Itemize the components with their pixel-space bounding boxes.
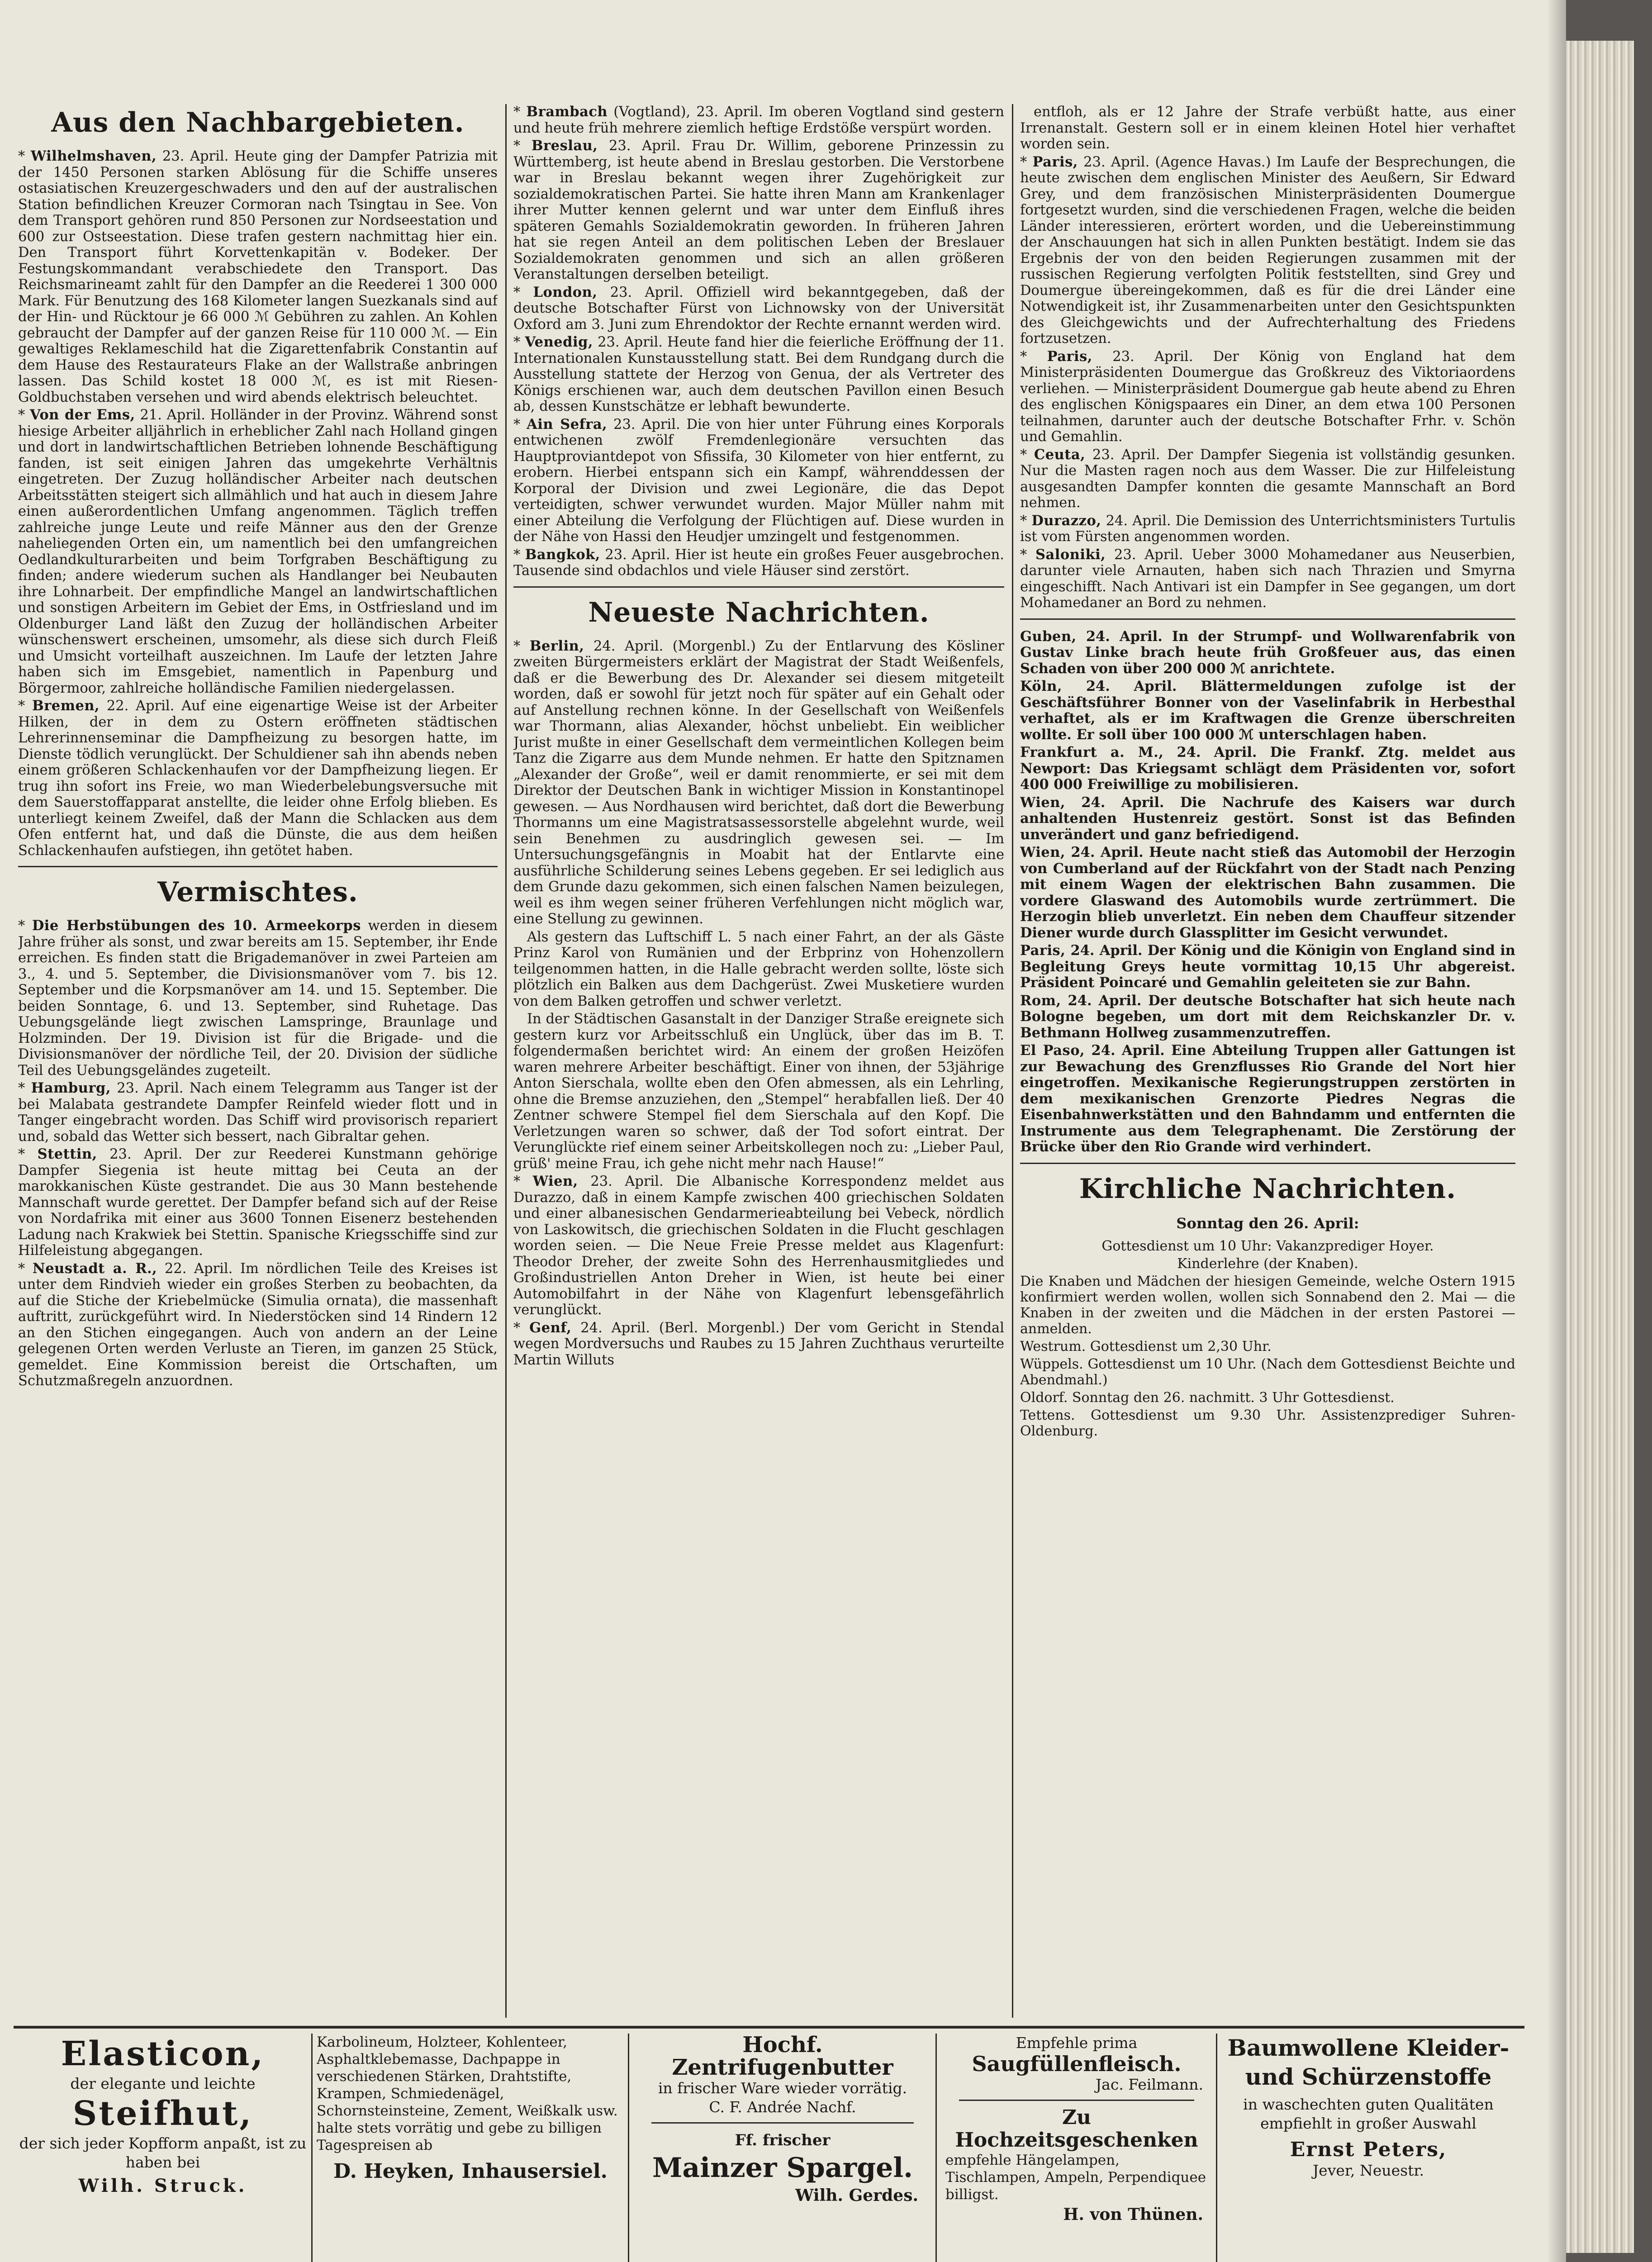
news-item [1020, 845, 1515, 941]
news-item [1020, 943, 1515, 991]
news-place: Berlin, [529, 637, 584, 654]
news-item: * Von der Ems, 21. April. Holländer in der Provinz. Während sonst hiesige Arbeiter alljährlich in erheblicher Zahl nach Holland gingen und dort in landwirtschaftlichen Betrieben lohnende Beschäftigung fanden, ist seit einigen Jahren das umgekehrte Verhältnis eingetreten. Der Zuzug holländischer Arbeiter nach deutschen Arbeitsstätten steigert sich allmählich und hat auch in diesem Jahre einen außerordentlichen Umfang angenommen. Täglich treffen zahlreiche junge Leute und reife Männer aus den der Grenze naheliegenden Orten ein, um namentlich bei den umfangreichen Oedlandkulturarbeiten und beim Torfgraben Beschäftigung zu finden; andere wiederum suchen als Handlanger bei Neubauten ihre Lohnarbeit. Der empfindliche Mangel an landwirtschaftlichen und sonstigen Arbeitern im Gebiet der Ems, in Ostfriesland und im Oldenburger Land läßt den Zuzug der holländischen Arbeiter wünschenswert erscheinen, umsomehr, als diese sich durch Fleiß und Umsicht vorteilhaft auszeichnen. Im Laufe der letzten Jahre haben sich im Emsgebiet, namentlich in Papenburg und Börgermoor, zahlreiche holländische Familien niedergelassen. [18, 407, 498, 696]
kirche-date: Sonntag den 26. April: [1176, 1214, 1359, 1232]
news-place: Wien, [1020, 794, 1066, 811]
news-item: * Stettin, 23. April. Der zur Reederei Kunstmann gehörige Dampfer Siegenia ist heute mittag bei Ceuta an der marokkanischen Küste gestrandet. Die aus 30 Mann bestehende Mannschaft wurde gerettet. Der Dampfer befand sich auf der Reise von Nordafrika mit einer aus 3600 Tonnen Eisenerz bestehenden Ladung nach Krakwiek bei Stettin. Spanische Kriegsschiffe sind zur Hilfeleistung abgegangen. [18, 1146, 498, 1259]
right-column [1020, 104, 1515, 2018]
news-text: 23. April. Offiziell wird bekanntgegeben, daß der deutsche Botschafter Fürst von Lichnowsky von der Universität Oxford am 3. Juni zum Ehrendoktor der Rechte ernannt werden wird. [513, 284, 1004, 333]
ad-merchant: H. von Thünen. [1063, 2205, 1203, 2224]
kirche-line: Oldorf. Sonntag den 26. nachmitt. 3 Uhr Gottesdienst. [1020, 1389, 1395, 1406]
page-shadow [1547, 0, 1566, 2262]
news-place: Saloniki, [1035, 546, 1106, 563]
news-text: 23. April. Hier ist heute ein großes Feuer ausgebrochen. Tausende sind obdachlos und viele Häuser sind zerstört. [513, 546, 1004, 579]
news-text: Als gestern das Luftschiff L. 5 nach einer Fahrt, an der als Gäste Prinz Karol von Rumänien und der Erbprinz von Hohenzollern teilgenommen hatten, in die Halle gebracht werden sollte, löste sich plötzlich ein Balken aus dem Dachgerüst. Zwei Musketiere wurden von dem Balken getroffen und schwer verletzt. [513, 929, 1004, 1009]
ad-text: Karbolineum, Holzteer, Kohlenteer, Asphaltklebemasse, Dachpappe in verschiedenen Stärken, Drahtstifte, Krampen, Schmiedenägel, Schornsteinsteine, Zement, Weißkalk usw. halte stets vorrätig und gebe zu billigen Tagespreisen ab [317, 2034, 618, 2153]
telegram-news-list [1020, 629, 1515, 1155]
ad-headline: Zu Hochzeitsgeschenken [955, 2106, 1198, 2152]
ad-text: der elegante und leichte [70, 2075, 256, 2092]
ad-fleisch-lampen [941, 2034, 1212, 2262]
kirche-list [1020, 1238, 1515, 1439]
news-item: * Durazzo, 24. April. Die Demission des Unterrichtsministers Turtulis ist vom Fürsten angenommen worden. [1020, 512, 1515, 545]
news-text: 24. April. Heute nacht stieß das Automobil der Herzogin von Cumberland auf der Rückfahrt von der Stadt nach Penzing mit einem Wagen der elektrischen Bahn zusammen. Die vordere Glaswand des Automobils wurde zertrümmert. Die Herzogin blieb unverletzt. Ein neben dem Chauffeur sitzender Diener wurde durch Glassplitter im Gesicht verwundet. [1020, 844, 1515, 941]
ad-merchant: D. Heyken, Inhausersiel. [333, 2160, 608, 2183]
ad-divider [935, 2034, 937, 2262]
news-place: Neustadt a. R., [32, 1260, 157, 1277]
news-item: * Neustadt a. R., 22. April. Im nördlichen Teile des Kreises ist unter dem Rindvieh wieder ein großes Sterben zu beobachten, da auf die Stiche der Kriebelmücke (Simulia ornata), die massenhaft auftritt, zurückgeführt wird. In Niederstöcken sind 14 Rindern 12 an den Stichen eingegangen. Auch von andern an der Leine gelegenen Orten werden Verluste an Tieren, im ganzen 25 Stück, gemeldet. Eine Kommission bereist die Ortschaften, um Schutzmaßregeln anzuordnen. [18, 1260, 498, 1389]
news-item: * Ceuta, 23. April. Der Dampfer Siegenia ist vollständig gesunken. Nur die Masten ragen noch aus dem Wasser. Die zur Hilfeleistung ausgesandten Dampfer konnten die gesamte Mannschaft an Bord nehmen. [1020, 446, 1515, 511]
ad-text: Empfehle prima [1016, 2034, 1138, 2052]
ad-text: der sich jeder Kopfform anpaßt, ist zu haben bei [19, 2134, 307, 2171]
ad-divider [1216, 2034, 1217, 2262]
middle-column [513, 104, 1004, 2018]
ad-headline: Elasticon, [61, 2034, 265, 2073]
news-place: Paris, [1047, 348, 1092, 365]
news-text: 24. April. Eine Abteilung Truppen aller Gattungen ist zur Bewachung des Grenzflusses Rio Grande del Nort hier eingetroffen. Mexikanische Regierungstruppen zerstörten in dem mexikanischen Grenzorte Piedres Negras die Eisenbahnwerkstätten und den Bahndamm und entfernten die Instrumente aus dem Telegraphenamt. Die Zerstörung der Brücke über den Rio Grande wird verhindert. [1020, 1042, 1515, 1155]
news-place: Hamburg, [31, 1080, 111, 1096]
news-item [1020, 745, 1515, 793]
ad-headline: Mainzer Spargel. [652, 2152, 913, 2184]
news-text: 21. April. Holländer in der Provinz. Während sonst hiesige Arbeiter alljährlich in erheblicher Zahl nach Holland gingen und dort in landwirtschaftlichen Betrieben lohnende Beschäftigung fanden, ist seit einigen Jahren das umgekehrte Verhältnis eingetreten. Der Zuzug holländischer Arbeiter nach deutschen Arbeitsstätten steigert sich allmählich und hat auch in diesem Jahre einen außerordentlichen Umfang angenommen. Täglich treffen zahlreiche junge Leute und reife Männer aus den der Grenze naheliegenden Orten ein, um namentlich bei den umfangreichen Oedlandkulturarbeiten und beim Torfgraben Beschäftigung zu finden; andere wiederum suchen als Handlanger bei Neubauten ihre Lohnarbeit. Der empfindliche Mangel an landwirtschaftlichen und sonstigen Arbeitern im Gebiet der Ems, in Ostfriesland und im Oldenburger Land läßt den Zuzug der holländischen Arbeiter wünschenswert erscheinen, umsomehr, als diese sich durch Fleiß und Umsicht vorteilhaft auszeichnen. Im Laufe der letzten Jahre haben sich im Emsgebiet, namentlich in Papenburg und Börgermoor, zahlreiche holländische Familien niedergelassen. [18, 407, 498, 696]
news-text: werden in diesem Jahre früher als sonst, und zwar bereits am 15. September, ihr Ende erreichen. Es finden statt die Brigademanöver in zwei Parteien am 3., 4. und 5. September, die Divisionsmanöver vom 7. bis 12. September und die Korpsmanöver am 14. und 15. September. Die beiden Sonntage, 6. und 13. September, sind Ruhetage. Das Uebungsgelände liegt zwischen Lamspringe, Braunlage und Holzminden. Der 19. Division ist für die Brigade- und die Divisionsmanöver der nördliche Teil, der 20. Division der südliche Teil des Uebungsgeländes zugeteilt. [18, 918, 498, 1079]
ad-merchant: Jac. Feilmann. [1095, 2076, 1203, 2093]
ad-headline: Saugfüllenfleisch. [972, 2052, 1182, 2076]
news-text: entfloh, als er 12 Jahre der Strafe verbüßt hatte, aus einer Irrenanstalt. Gestern soll er in einem kleinen Hotel hier verhaftet worden sein. [1020, 104, 1515, 152]
news-item: * Bremen, 22. April. Auf eine eigenartige Weise ist der Arbeiter Hilken, der in dem zu Ostern eröffneten städtischen Lehrerinnenseminar die Dampfheizung zu besorgen hatte, im Dienste tödlich verunglückt. Der Schuldiener sah ihn abends neben einem größeren Schlackenhaufen vor der Dampfheizung liegen. Er trug ihn sofort ins Freie, wo man Wiederbelebungsversuche mit dem Sauerstoffapparat anstellte, die leider ohne Erfolg blieben. Es unterliegt keinem Zweifel, daß der Mann die Schlacken aus dem Ofen entfernt hat, und daß die Dünste, die aus dem heißen Schlackenhaufen aufstiegen, ihn getötet haben. [18, 698, 498, 859]
news-item: * Paris, 23. April. Der König von England hat dem Ministerpräsidenten Doumergue das Großkreuz des Viktoriaordens verliehen. — Ministerpräsident Doumergue gab heute abend zu Ehren des englischen Königspaares ein Diner, an dem etwa 100 Personen teilnahmen, darunter auch der deutsche Botschafter Frhr. v. Schön und Gemahlin. [1020, 348, 1515, 445]
news-text: 23. April. Frau Dr. Willim, geborene Prinzessin zu Württemberg, ist heute abend in Breslau gestorben. Die Verstorbene war in Breslau bekannt wegen ihrer Zugehörigkeit zur sozialdemokratischen Partei. Sie hatte ihren Mann am Krankenlager ihrer Mutter kennen gelernt und war unter dem Einfluß ihres späteren Gemahls Sozialdemokratin geworden. In früheren Jahren hat sie regen Anteil an dem politischen Leben der Breslauer Sozialdemokraten genommen und sich an allen größeren Veranstaltungen derselben beteiligt. [513, 138, 1004, 282]
section-title-neueste-nachrichten: Neueste Nachrichten. [588, 596, 930, 628]
middle-news-list [513, 104, 1004, 579]
ad-elasticon [18, 2034, 308, 2262]
news-item: * Ain Sefra, 23. April. Die von hier unter Führung eines Korporals entwichenen zwölf Fremdenlegionäre versuchten das Hauptproviantdepot von Sfissifa, 30 Kilometer von hier entfernt, zu erobern. Hierbei entspann sich ein Kampf, währenddessen der Korporal der Division und zwei Legionäre, die das Depot verteidigten, schwer verwundet wurden. Major Müller nahm mit einer Abteilung die Verfolgung der Flüchtigen auf. Diese wurden in der Nähe von Hassi den Heudjer umzingelt und festgenommen. [513, 416, 1004, 545]
news-place: Von der Ems, [29, 407, 135, 423]
news-place: Wien, [532, 1173, 578, 1189]
ad-butter-spargel [633, 2034, 932, 2262]
news-item: * Genf, 24. April. (Berl. Morgenbl.) Der vom Gericht in Stendal wegen Mordversuchs und Raubes zu 15 Jahren Zuchthaus verurteilte Martin Willuts [513, 1319, 1004, 1368]
news-item: * Berlin, 24. April. (Morgenbl.) Zu der Entlarvung des Kösliner zweiten Bürgermeisters erklärt der Magistrat der Stadt Weißenfels, daß er die Bewerbung des Dr. Alexander sei diesem mitgeteilt worden, daß er sowohl für jetzt noch für später auf ein Gehalt oder auf Anstellung rechnen könne. In der Gesellschaft von Weißenfels war Thormann, alias Alexander, höchst unbeliebt. Ein weiblicher Jurist mußte in einer Gesellschaft dem vermeintlichen Kollegen beim Tanz die Zigarre aus dem Munde nehmen. Er hatte den Spitznamen „Alexander der Große“, weil er damit renommierte, er sei mit dem Direktor der Deutschen Bank in wichtiger Mission in Konstantinopel gewesen. — Aus Nordhausen wird berichtet, daß dort die Bewerbung Thormanns um eine Magistratsassessorstelle abgelehnt wurde, weil sein Benehmen zu ausdringlich gewesen sei. — Im Untersuchungsgefängnis in Moabit hat der Entlarvte eine ausführliche Schilderung seines Lebens gegeben. Er sei lediglich aus dem Grunde dazu gekommen, sich einen falschen Namen beizulegen, weil es ihm wegen seiner früheren Verfehlungen nicht möglich war, eine Stellung zu gewinnen. [513, 637, 1004, 927]
ad-rule [651, 2122, 914, 2124]
section-title-vermischtes: Vermischtes. [157, 876, 358, 908]
ad-baustoffe [317, 2034, 624, 2262]
news-item: * Die Herbstübungen des 10. Armeekorps werden in diesem Jahre früher als sonst, und zwar bereits am 15. September, ihr Ende erreichen. Es finden statt die Brigademanöver in zwei Parteien am 3., 4. und 5. September, die Divisionsmanöver vom 7. bis 12. September und die Korpsmanöver am 14. und 15. September. Die beiden Sonntage, 6. und 13. September, sind Ruhetage. Das Uebungsgelände liegt zwischen Lamspringe, Braunlage und Holzminden. Der 19. Division ist für die Brigade- und die Divisionsmanöver der nördliche Teil, der 20. Division der südliche Teil des Uebungsgeländes zugeteilt. [18, 917, 498, 1079]
news-text: 23. April. Heute fand hier die feierliche Eröffnung der 11. Internationalen Kunstausstellung statt. Bei dem Rundgang durch die Ausstellung stattete der Herzog von Genua, der als Vertreter des Königs erschienen war, auch dem deutschen Pavillon einen Besuch ab, dessen Kunstschätze er lebhaft bewunderte. [513, 334, 1004, 414]
news-text: 23. April. (Agence Havas.) Im Laufe der Besprechungen, die heute zwischen dem englischen Minister des Aeußern, Sir Edward Grey, und dem französischen Ministerpräsidenten Doumergue fortgesetzt wurden, sind die verschiedenen Fragen, welche die beiden Länder interessieren, erörtert worden, und die Uebereinstimmung der Anschauungen hat sich in allen Punkten bestätigt. Indem sie das Ergebnis der von den beiden Regierungen zusammen mit der russischen Regierung verfolgten Politik feststellten, sind Grey und Doumergue übereingekommen, daß es für die drei Länder eine Notwendigkeit ist, ihr Zusammenarbeiten unter den Gesichtspunkten des Gleichgewichts und der Aufrechterhaltung des Friedens fortzusetzen. [1020, 154, 1515, 347]
news-item: * Wilhelmshaven, 23. April. Heute ging der Dampfer Patrizia mit der 1450 Personen starken Ablösung für die Schiffe unseres ostasiatischen Kreuzergeschwaders und den auf der australischen Station befindlichen Kreuzer Cormoran nach Tsingtau in See. Von dem Transport gehören rund 850 Personen zur Nordseestation und 600 zur Ostseestation. Diese trafen gestern nachmittag hier ein. Den Transport führt Korvettenkapitän v. Bodeker. Der Festungskommandant verabschiedete den Transport. Das Reichsmarineamt zahlt für den Dampfer an die Reederei 1 300 000 Mark. Für Benutzung des 168 Kilometer langen Suezkanals sind auf der Hin- und Rücktour je 66 000 ℳ Gebühren zu zahlen. An Kohlen gebraucht der Dampfer auf der ganzen Reise für 110 000 ℳ. — Ein gewaltiges Reklameschild hat die Zigarettenfabrik Constantin auf dem Hause des Restaurateurs Flake an der Wallstraße anbringen lassen. Das Schild kostet 18 000 ℳ, es ist mit Riesen-Goldbuchstaben versehen und wird abends elektrisch beleuchtet. [18, 148, 498, 405]
section-divider [513, 586, 1004, 588]
news-place: Guben, [1020, 628, 1077, 645]
news-text: In der Städtischen Gasanstalt in der Danziger Straße ereignete sich gestern kurz vor Arbeitsschluß ein Unglück, über das im B. T. folgendermaßen berichtet wird: An einem der großen Heizöfen waren mehrere Arbeiter beschäftigt. Einer von ihnen, der 53jährige Anton Sierschala, wollte eben den Ofen abmessen, als ein Lehrling, ohne die Bremse anzuziehen, den „Stempel“ herabfallen ließ. Der 40 Zentner schwere Stempel fiel dem Sierschala auf den Kopf. Die Verletzungen waren so schwer, daß der Tod sofort eintrat. Der Verunglückte rief einem seiner Arbeitskollegen noch zu: „Lieber Paul, grüß' meine Frau, ich gehe nicht mehr nach Hause!“ [513, 1011, 1004, 1172]
news-text: 23. April. Der zur Reederei Kunstmann gehörige Dampfer Siegenia ist heute mittag bei Ceuta an der marokkanischen Küste gestrandet. Die aus 30 Mann bestehende Mannschaft wurde gerettet. Der Dampfer befand sich auf der Reise von Nordafrika mit einer aus 3600 Tonnen Eisenerz bestehenden Ladung nach Krakwiek bei Stettin. Spanische Kriegsschiffe sind zur Hilfeleistung abgegangen. [18, 1146, 498, 1259]
news-item [1020, 629, 1515, 677]
kirche-line: Gottesdienst um 10 Uhr: Vakanzprediger Hoyer. [1101, 1238, 1434, 1254]
news-place: El Paso, [1020, 1042, 1085, 1059]
ads-divider [14, 2026, 1524, 2029]
news-item [1020, 1043, 1515, 1155]
section-divider [1020, 618, 1515, 620]
news-text: 23. April. Heute ging der Dampfer Patrizia mit der 1450 Personen starken Ablösung für die Schiffe unseres ostasiatischen Kreuzergeschwaders und den auf der australischen Station befindlichen Kreuzer Cormoran nach Tsingtau in See. Von dem Transport gehören rund 850 Personen zur Nordseestation und 600 zur Ostseestation. Diese trafen gestern nachmittag hier ein. Den Transport führt Korvettenkapitän v. Bodeker. Der Festungskommandant verabschiedete den Transport. Das Reichsmarineamt zahlt für den Dampfer an die Reederei 1 300 000 Mark. Für Benutzung des 168 Kilometer langen Suezkanals sind auf der Hin- und Rücktour je 66 000 ℳ Gebühren zu zahlen. An Kohlen gebraucht der Dampfer auf der ganzen Reise für 110 000 ℳ. — Ein gewaltiges Reklameschild hat die Zigarettenfabrik Constantin auf dem Hause des Restaurateurs Flake an der Wallstraße anbringen lassen. Das Schild kostet 18 000 ℳ, es ist mit Riesen-Goldbuchstaben versehen und wird abends elektrisch beleuchtet. [18, 148, 498, 405]
news-text: 22. April. Auf eine eigenartige Weise ist der Arbeiter Hilken, der in dem zu Ostern eröffneten städtischen Lehrerinnenseminar die Dampfheizung zu besorgen hatte, im Dienste tödlich verunglückt. Der Schuldiener sah ihn abends neben einem größeren Schlackenhaufen vor der Dampfheizung liegen. Er trug ihn sofort ins Freie, wo man Wiederbelebungsversuche mit dem Sauerstoffapparat anstellte, die leider ohne Erfolg blieben. Es unterliegt keinem Zweifel, daß der Mann die Schlacken aus dem Ofen entfernt hat, und daß die Dünste, die aus dem heißen Schlackenhaufen aufstiegen, ihn getötet haben. [18, 698, 498, 859]
news-place: Köln, [1020, 678, 1063, 694]
news-item [513, 1011, 1004, 1172]
news-text: 22. April. Im nördlichen Teile des Kreises ist unter dem Rindvieh wieder ein großes Sterben zu beobachten, da auf die Stiche der Kriebelmücke (Simulia ornata), die massenhaft auftritt, zurückgeführt wird. In Niederstöcken sind 14 Rindern 12 an den Stichen eingegangen. Auch von andern an der Leine gelegenen Orten werden Verluste an Tieren, im ganzen 25 Stück, gemeldet. Eine Kommission bereist die Ortschaften, um Schutzmaßregeln anzuordnen. [18, 1260, 498, 1389]
news-item: * Hamburg, 23. April. Nach einem Telegramm aus Tanger ist der bei Malabata gestrandete Dampfer Reinfeld wieder flott und in Tanger eingebracht worden. Das Schiff wird provisorisch repariert und, sobald das Wetter sich bessert, nach Gibraltar gehen. [18, 1080, 498, 1145]
kirche-line: Wüppels. Gottesdienst um 10 Uhr. (Nach dem Gottesdienst Beichte und Abendmahl.) [1020, 1356, 1515, 1388]
section-divider [18, 866, 498, 867]
section-divider [1020, 1163, 1515, 1164]
ad-divider [628, 2034, 629, 2262]
ad-headline: Steifhut, [72, 2094, 253, 2133]
news-item [1020, 679, 1515, 743]
news-item: * Brambach (Vogtland), 23. April. Im oberen Vogtland sind gestern und heute früh mehrere ziemlich heftige Erdstöße verspürt worden. [513, 104, 1004, 136]
news-place: London, [533, 284, 598, 300]
news-item: * Paris, 23. April. (Agence Havas.) Im Laufe der Besprechungen, die heute zwischen dem englischen Minister des Aeußern, Sir Edward Grey, und dem französischen Ministerpräsidenten Doumergue fortgesetzt wurden, sind die verschiedenen Fragen, welche die beiden Länder interessieren, erörtert worden, und die Uebereinstimmung der Anschauungen hat sich in allen Punkten bestätigt. Indem sie das Ergebnis der von den beiden Regierungen zusammen mit der russischen Regierung verfolgten Politik feststellten, sind Grey und Doumergue übereingekommen, daß es für die drei Länder eine Notwendigkeit ist, ihr Zusammenarbeiten unter den Gesichtspunkten des Gleichgewichts und der Aufrechterhaltung des Friedens fortzusetzen. [1020, 153, 1515, 347]
news-item: * Bangkok, 23. April. Hier ist heute ein großes Feuer ausgebrochen. Tausende sind obdachlos und viele Häuser sind zerstört. [513, 546, 1004, 579]
news-text: 23. April. Der Dampfer Siegenia ist vollständig gesunken. Nur die Masten ragen noch aus dem Wasser. Die zur Hilfeleistung ausgesandten Dampfer konnten die gesamte Mannschaft an Bord nehmen. [1020, 447, 1515, 511]
kirche-line: Tettens. Gottesdienst um 9.30 Uhr. Assistenzprediger Suhren-Oldenburg. [1020, 1407, 1515, 1439]
news-place: Paris, [1020, 942, 1066, 959]
news-item: * London, 23. April. Offiziell wird bekanntgegeben, daß der deutsche Botschafter Fürst von Lichnowsky von der Universität Oxford am 3. Juni zum Ehrendoktor der Rechte ernannt werden wird. [513, 284, 1004, 333]
column-rule [505, 104, 507, 2018]
column-rule [1012, 104, 1013, 2018]
kirche-line: Westrum. Gottesdienst um 2,30 Uhr. [1020, 1338, 1272, 1354]
ad-headline: Baumwollene Kleider- und Schürzenstoffe [1227, 2034, 1510, 2090]
ad-merchant: Wilh. Gerdes. [795, 2186, 918, 2205]
right-news-list [1020, 104, 1515, 611]
vermischtes-news-list [18, 918, 498, 1389]
ad-text: Ff. frischer [735, 2131, 831, 2149]
section-title-nachbargebiete: Aus den Nachbargebieten. [51, 107, 465, 138]
news-place: Die Herbstübungen des 10. Armeekorps [32, 917, 361, 934]
news-text: 24. April. (Berl. Morgenbl.) Der vom Gericht in Stendal wegen Mordversuchs und Raubes zu 15 Jahren Zuchthaus verurteilte Martin Willuts [513, 1320, 1004, 1368]
left-column [18, 104, 498, 2018]
left-news-list [18, 148, 498, 859]
ad-divider [311, 2034, 313, 2262]
news-place: Venedig, [525, 334, 593, 350]
ad-headline: Hochf. Zentrifugenbutter [672, 2034, 893, 2080]
news-item [1020, 993, 1515, 1041]
news-place: Breslau, [531, 138, 598, 154]
news-item [1020, 104, 1515, 152]
ad-text: in frischer Ware wieder vorrätig. [658, 2079, 907, 2097]
ad-merchant: C. F. Andrée Nachf. [709, 2098, 856, 2116]
ad-text: in waschechten guten Qualitäten empfiehlt in großer Auswahl [1243, 2096, 1494, 2132]
news-item [513, 929, 1004, 1010]
ad-merchant: Ernst Peters, [1290, 2138, 1447, 2161]
ad-merchant: Wilh. Struck. [78, 2175, 247, 2196]
ad-address: Jever, Neuestr. [1312, 2162, 1424, 2179]
news-item: * Breslau, 23. April. Frau Dr. Willim, geborene Prinzessin zu Württemberg, ist heute abend in Breslau gestorben. Die Verstorbene war in Breslau bekannt wegen ihrer Zugehörigkeit zur sozialdemokratischen Partei. Sie hatte ihren Mann am Krankenlager ihrer Mutter kennen gelernt und war unter dem Einfluß ihres späteren Gemahls Sozialdemokratin geworden. In früheren Jahren hat sie regen Anteil an dem politischen Leben der Breslauer Sozialdemokraten genommen und sich an allen größeren Veranstaltungen derselben beteiligt. [513, 138, 1004, 282]
news-place: Frankfurt a. M., [1020, 744, 1164, 760]
page-stack-edge [1566, 41, 1634, 2253]
news-place: Wilhelmshaven, [30, 148, 157, 164]
ad-rule [959, 2100, 1194, 2101]
news-text: 24. April. Blättermeldungen zufolge ist der Geschäftsführer Bonner von der Vaselinfabrik in Herbesthal verhaftet, als er im Kraftwagen die Grenze überschreiten wollte. Er soll über 100 000 ℳ unterschlagen haben. [1020, 678, 1515, 743]
news-text: 24. April. Der König und die Königin von England sind in Begleitung Greys heute vormittag 10,15 Uhr abgereist. Präsident Poincaré und Gemahlin geleiteten sie zur Bahn. [1020, 942, 1515, 991]
news-text: 23. April. Nach einem Telegramm aus Tanger ist der bei Malabata gestrandete Dampfer Reinfeld wieder flott und in Tanger eingebracht worden. Das Schiff wird provisorisch repariert und, sobald das Wetter sich bessert, nach Gibraltar gehen. [18, 1080, 498, 1145]
news-text: 23. April. Ueber 3000 Mohamedaner aus Neuserbien, darunter viele Arnauten, haben sich nach Thrazien und Smyrna eingeschifft. Nach Antivari ist ein Dampfer in See gegangen, um dort Mohamedaner an Bord zu nehmen. [1020, 546, 1515, 611]
news-place: Durazzo, [1031, 512, 1101, 529]
kirche-line: Die Knaben und Mädchen der hiesigen Gemeinde, welche Ostern 1915 konfirmiert werden wollen, wollen sich Sonnabend den 2. Mai — die Knaben in der zweiten und die Mädchen in der ersten Pastorei — anmelden. [1020, 1273, 1515, 1337]
kirche-line: Kinderlehre (der Knaben). [1177, 1255, 1358, 1272]
news-text: 23. April. Der König von England hat dem Ministerpräsidenten Doumergue das Großkreuz des Viktoriaordens verliehen. — Ministerpräsident Doumergue gab heute abend zu Ehren des englischen Königspaares ein Diner, an dem etwa 100 Personen teilnahmen, darunter auch der deutsche Botschafter Frhr. v. Schön und Gemahlin. [1020, 348, 1515, 445]
news-place: Rom, [1020, 992, 1061, 1009]
news-text: 23. April. Die Albanische Korrespondenz meldet aus Durazzo, daß in einem Kampfe zwischen 400 griechischen Soldaten und einer albanesischen Gendarmerieabteilung bei Vebeck, nördlich von Laskowitsch, die griechischen Soldaten in die Flucht geschlagen worden seien. — Die Neue Freie Presse meldet aus Klagenfurt: Theodor Dreher, der zweite Sohn des Herrenhausmitgliedes und Großindustriellen Anton Dreher in Wien, ist heute bei einer Automobilfahrt in der Nähe von Klagenfurt lebensgefährlich verunglückt. [513, 1174, 1004, 1318]
news-place: Paris, [1032, 153, 1078, 170]
news-place: Brambach [526, 104, 608, 120]
news-text: 24. April. Die Demission des Unterrichtsministers Turtulis ist vom Fürsten angenommen worden. [1020, 513, 1515, 545]
ad-stoffe [1221, 2034, 1515, 2262]
news-place: Genf, [529, 1319, 572, 1336]
news-item [1020, 795, 1515, 843]
news-text: 24. April. In der Strumpf- und Wollwarenfabrik von Gustav Linke brach heute früh Großfeuer aus, das einen Schaden von über 200 000 ℳ anrichtete. [1020, 628, 1515, 677]
news-place: Ain Sefra, [527, 416, 608, 432]
news-text: 24. April. Die Nachrufe des Kaisers war durch anhaltenden Hustenreiz gestört. Sonst ist das Befinden unverändert und ganz befriedigend. [1020, 794, 1515, 843]
news-item: * Wien, 23. April. Die Albanische Korrespondenz meldet aus Durazzo, daß in einem Kampfe zwischen 400 griechischen Soldaten und einer albanesischen Gendarmerieabteilung bei Vebeck, nördlich von Laskowitsch, die griechischen Soldaten in die Flucht geschlagen worden seien. — Die Neue Freie Presse meldet aus Klagenfurt: Theodor Dreher, der zweite Sohn des Herrenhausmitgliedes und Großindustriellen Anton Dreher in Wien, ist heute bei einer Automobilfahrt in der Nähe von Klagenfurt lebensgefährlich verunglückt. [513, 1173, 1004, 1318]
news-text: (Vogtland), 23. April. Im oberen Vogtland sind gestern und heute früh mehrere ziemlich heftige Erdstöße verspürt worden. [513, 104, 1004, 136]
news-text: 24. April. Die Frankf. Ztg. meldet aus Newport: Das Kriegsamt schlägt dem Präsidenten vor, sofort 400 000 Freiwillige zu mobilisieren. [1020, 744, 1515, 793]
news-place: Ceuta, [1034, 446, 1086, 463]
news-place: Bremen, [32, 698, 100, 714]
news-item: * Venedig, 23. April. Heute fand hier die feierliche Eröffnung der 11. Internationalen Kunstausstellung statt. Bei dem Rundgang durch die Ausstellung stattete der Herzog von Genua, der als Vertreter des Königs erschienen war, auch dem deutschen Pavillon einen Besuch ab, dessen Kunstschätze er lebhaft bewunderte. [513, 334, 1004, 414]
news-place: Bangkok, [525, 546, 600, 563]
section-title-kirchliche-nachrichten: Kirchliche Nachrichten. [1079, 1173, 1457, 1205]
news-place: Stettin, [37, 1146, 97, 1162]
ad-text: empfehle Hängelampen, Tischlampen, Ampeln, Perpendiquee billigst. [945, 2152, 1206, 2203]
news-text: 24. April. (Morgenbl.) Zu der Entlarvung des Kösliner zweiten Bürgermeisters erklärt der Magistrat der Stadt Weißenfels, daß er die Bewerbung des Dr. Alexander sei diesem mitgeteilt worden, daß er sowohl für jetzt noch für später auf ein Gehalt oder auf Anstellung rechnen könne. In der Gesellschaft von Weißenfels war Thormann, alias Alexander, höchst unbeliebt. Ein weiblicher Jurist mußte in einer Gesellschaft dem vermeintlichen Kollegen beim Tanz die Zigarre aus dem Munde nehmen. Er hatte den Spitznamen „Alexander der Große“, weil er damit renommierte, er sei mit dem Direktor der Deutschen Bank in wichtiger Mission in Konstantinopel gewesen. — Aus Nordhausen wird berichtet, daß dort die Bewerbung Thormanns um eine Magistratsassessorstelle abgelehnt wurde, weil sein Benehmen zu ausdringlich gewesen sei. — Im Untersuchungsgefängnis in Moabit hat der Entlarvte eine ausführliche Schilderung seines Lebens gegeben. Er sei lediglich aus dem Grunde dazu gekommen, sich einen falschen Namen beizulegen, weil es ihm wegen seiner früheren Verfehlungen nicht möglich war, eine Stellung zu gewinnen. [513, 638, 1004, 927]
news-text: 23. April. Die von hier unter Führung eines Korporals entwichenen zwölf Fremdenlegionäre versuchten das Hauptproviantdepot von Sfissifa, 30 Kilometer von hier entfernt, zu erobern. Hierbei entspann sich ein Kampf, währenddessen der Korporal der Division und zwei Legionäre, die das Depot verteidigten, schwer verwundet wurden. Major Müller nahm mit einer Abteilung die Verfolgung der Flüchtigen auf. Diese wurden in der Nähe von Hassi den Heudjer umzingelt und festgenommen. [513, 416, 1004, 545]
news-text: 24. April. Der deutsche Botschafter hat sich heute nach Bologne begeben, um dort mit dem Reichskanzler Dr. v. Bethmann Hollweg zusammenzutreffen. [1020, 992, 1515, 1041]
neueste-news-list [513, 638, 1004, 1369]
news-item: * Saloniki, 23. April. Ueber 3000 Mohamedaner aus Neuserbien, darunter viele Arnauten, haben sich nach Thrazien und Smyrna eingeschifft. Nach Antivari ist ein Dampfer in See gegangen, um dort Mohamedaner an Bord zu nehmen. [1020, 546, 1515, 611]
news-place: Wien, [1020, 844, 1066, 860]
